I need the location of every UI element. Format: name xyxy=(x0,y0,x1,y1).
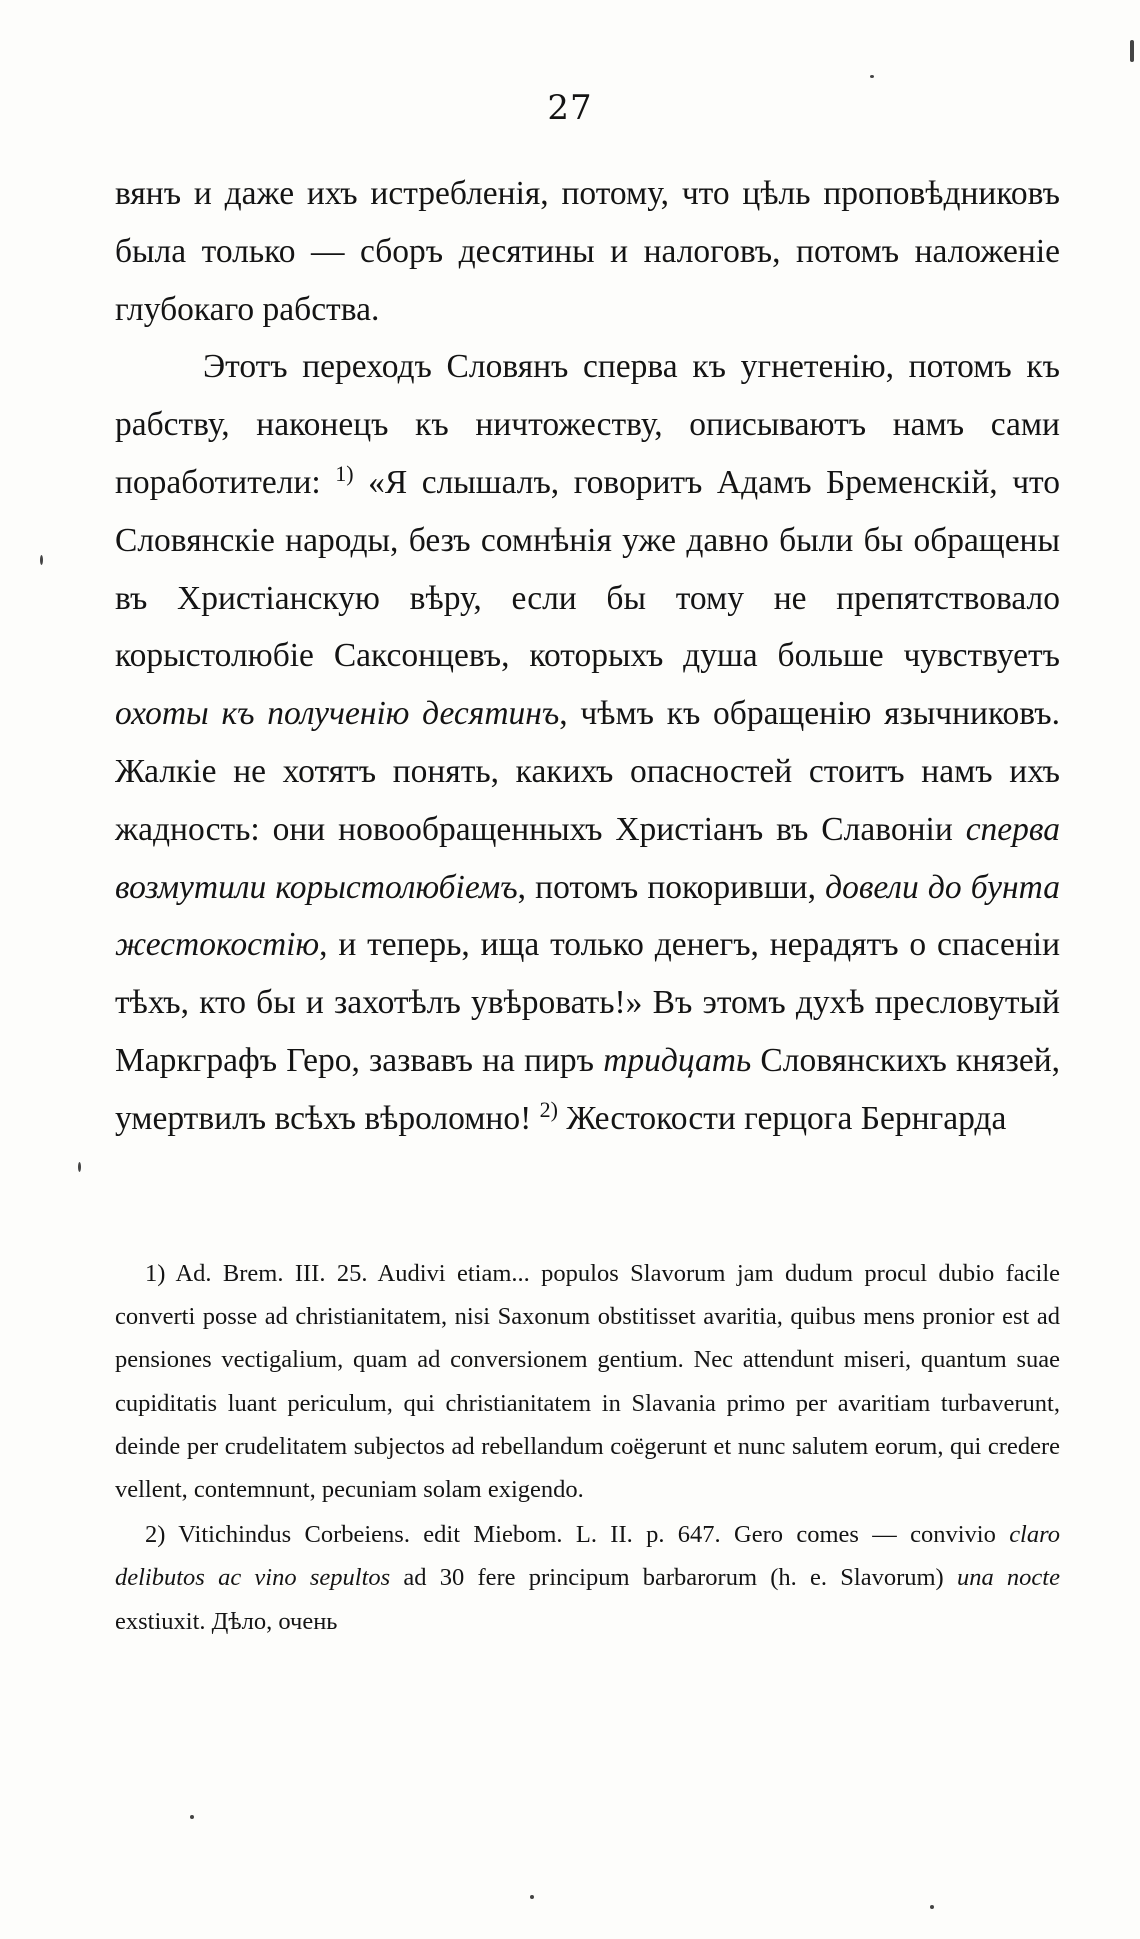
paragraph-2-text-1: Этотъ переходъ Словянъ сперва къ угнетенію, потомъ къ рабству, наконецъ къ ничтожеству, описываютъ намъ сами поработители: xyxy=(115,348,1060,501)
paragraph-2-text-5: , и теперь, ища только денегъ, нерадятъ о спасеніи тѣхъ, кто бы и захотѣлъ увѣровать!» Въ этомъ духѣ пресловутый Маркграфъ Геро, зазвавъ на пиръ xyxy=(115,926,1060,1079)
scan-speck xyxy=(190,1815,194,1819)
footnote-2-emphasis-2: una nocte xyxy=(956,1564,1060,1592)
paragraph-2 xyxy=(115,338,1060,1147)
main-text xyxy=(115,165,1060,1148)
scan-speck xyxy=(870,75,874,78)
emphasis-3: довели до бунта жестокостію xyxy=(115,868,1060,964)
paragraph-2-text-7: Жестокости герцога Бернгарда xyxy=(557,1099,1007,1137)
emphasis-4: тридцать xyxy=(603,1041,752,1079)
scan-speck xyxy=(1130,40,1134,62)
footnote-1: 1) Ad. Brem. III. 25. Audivi etiam... populos Slavorum jam dudum procul dubio facile converti posse ad christianitatem, nisi Saxonum obstitisset avaritia, quibus mens pronior est ad pensiones vectigalium, quam ad conversionem gentium. Nec attendunt miseri, quantum suae cupiditatis luant periculum, qui christianitatem in Slavania primo per avaritiam turbaverunt, deinde per crudelitatem subjectos ad rebellandum coëgerunt et nunc salutem eorum, qui credere vellent, contemnunt, pecuniam solam exigendo. xyxy=(115,1260,1060,1504)
scan-speck xyxy=(930,1905,934,1909)
emphasis-2: сперва возмутили корыстолюбіемъ xyxy=(115,810,1060,906)
footnote-2-text-3: exstiuxit. Дѣло, очень xyxy=(115,1607,338,1635)
footnote-2-text-2: ad 30 fere principum barbarorum (h. e. Slavorum) xyxy=(390,1564,957,1592)
page-number: 27 xyxy=(547,88,593,128)
paragraph-2-text-6: Словянскихъ князей, умертвилъ всѣхъ вѣроломно! xyxy=(115,1041,1060,1137)
footnotes xyxy=(115,1252,1060,1645)
paragraph-2-text-2: «Я слышалъ, говоритъ Адамъ Бременскій, что Словянскіе народы, безъ сомнѣнія уже давно были бы обращены въ Христіанскую вѣру, если бы тому не препятствовало корыстолюбіе Саксонцевъ, которыхъ душа больше чувствуетъ xyxy=(115,463,1060,675)
scan-speck xyxy=(78,1162,81,1172)
footnote-2 xyxy=(115,1513,1060,1643)
scan-speck xyxy=(530,1895,534,1899)
footnote-ref-2: 2) xyxy=(539,1096,558,1122)
paragraph-2-text-3: , чѣмъ къ обращенію язычниковъ. Жалкіе не хотятъ понять, какихъ опасностей стоитъ намъ ихъ жадность: они новообращенныхъ Христіанъ въ Славоніи xyxy=(115,695,1060,848)
footnote-2-emphasis-1: claro delibutos ac vino sepultos xyxy=(115,1521,1060,1592)
paragraph-2-text-4: , потомъ покоривши, xyxy=(517,868,826,906)
scan-speck xyxy=(40,555,43,565)
emphasis-1: охоты къ полученію десятинъ xyxy=(115,695,560,733)
paragraph-1: вянъ и даже ихъ истребленія, потому, что цѣль проповѣдниковъ была только — сборъ десятины и налоговъ, потомъ наложеніе глубокаго рабства. xyxy=(115,175,1060,328)
footnote-2-text-1: 2) Vitichindus Corbeiens. edit Miebom. L. II. p. 647. Gero comes — convivio xyxy=(145,1521,1010,1549)
footnote-ref-1: 1) xyxy=(335,460,354,486)
